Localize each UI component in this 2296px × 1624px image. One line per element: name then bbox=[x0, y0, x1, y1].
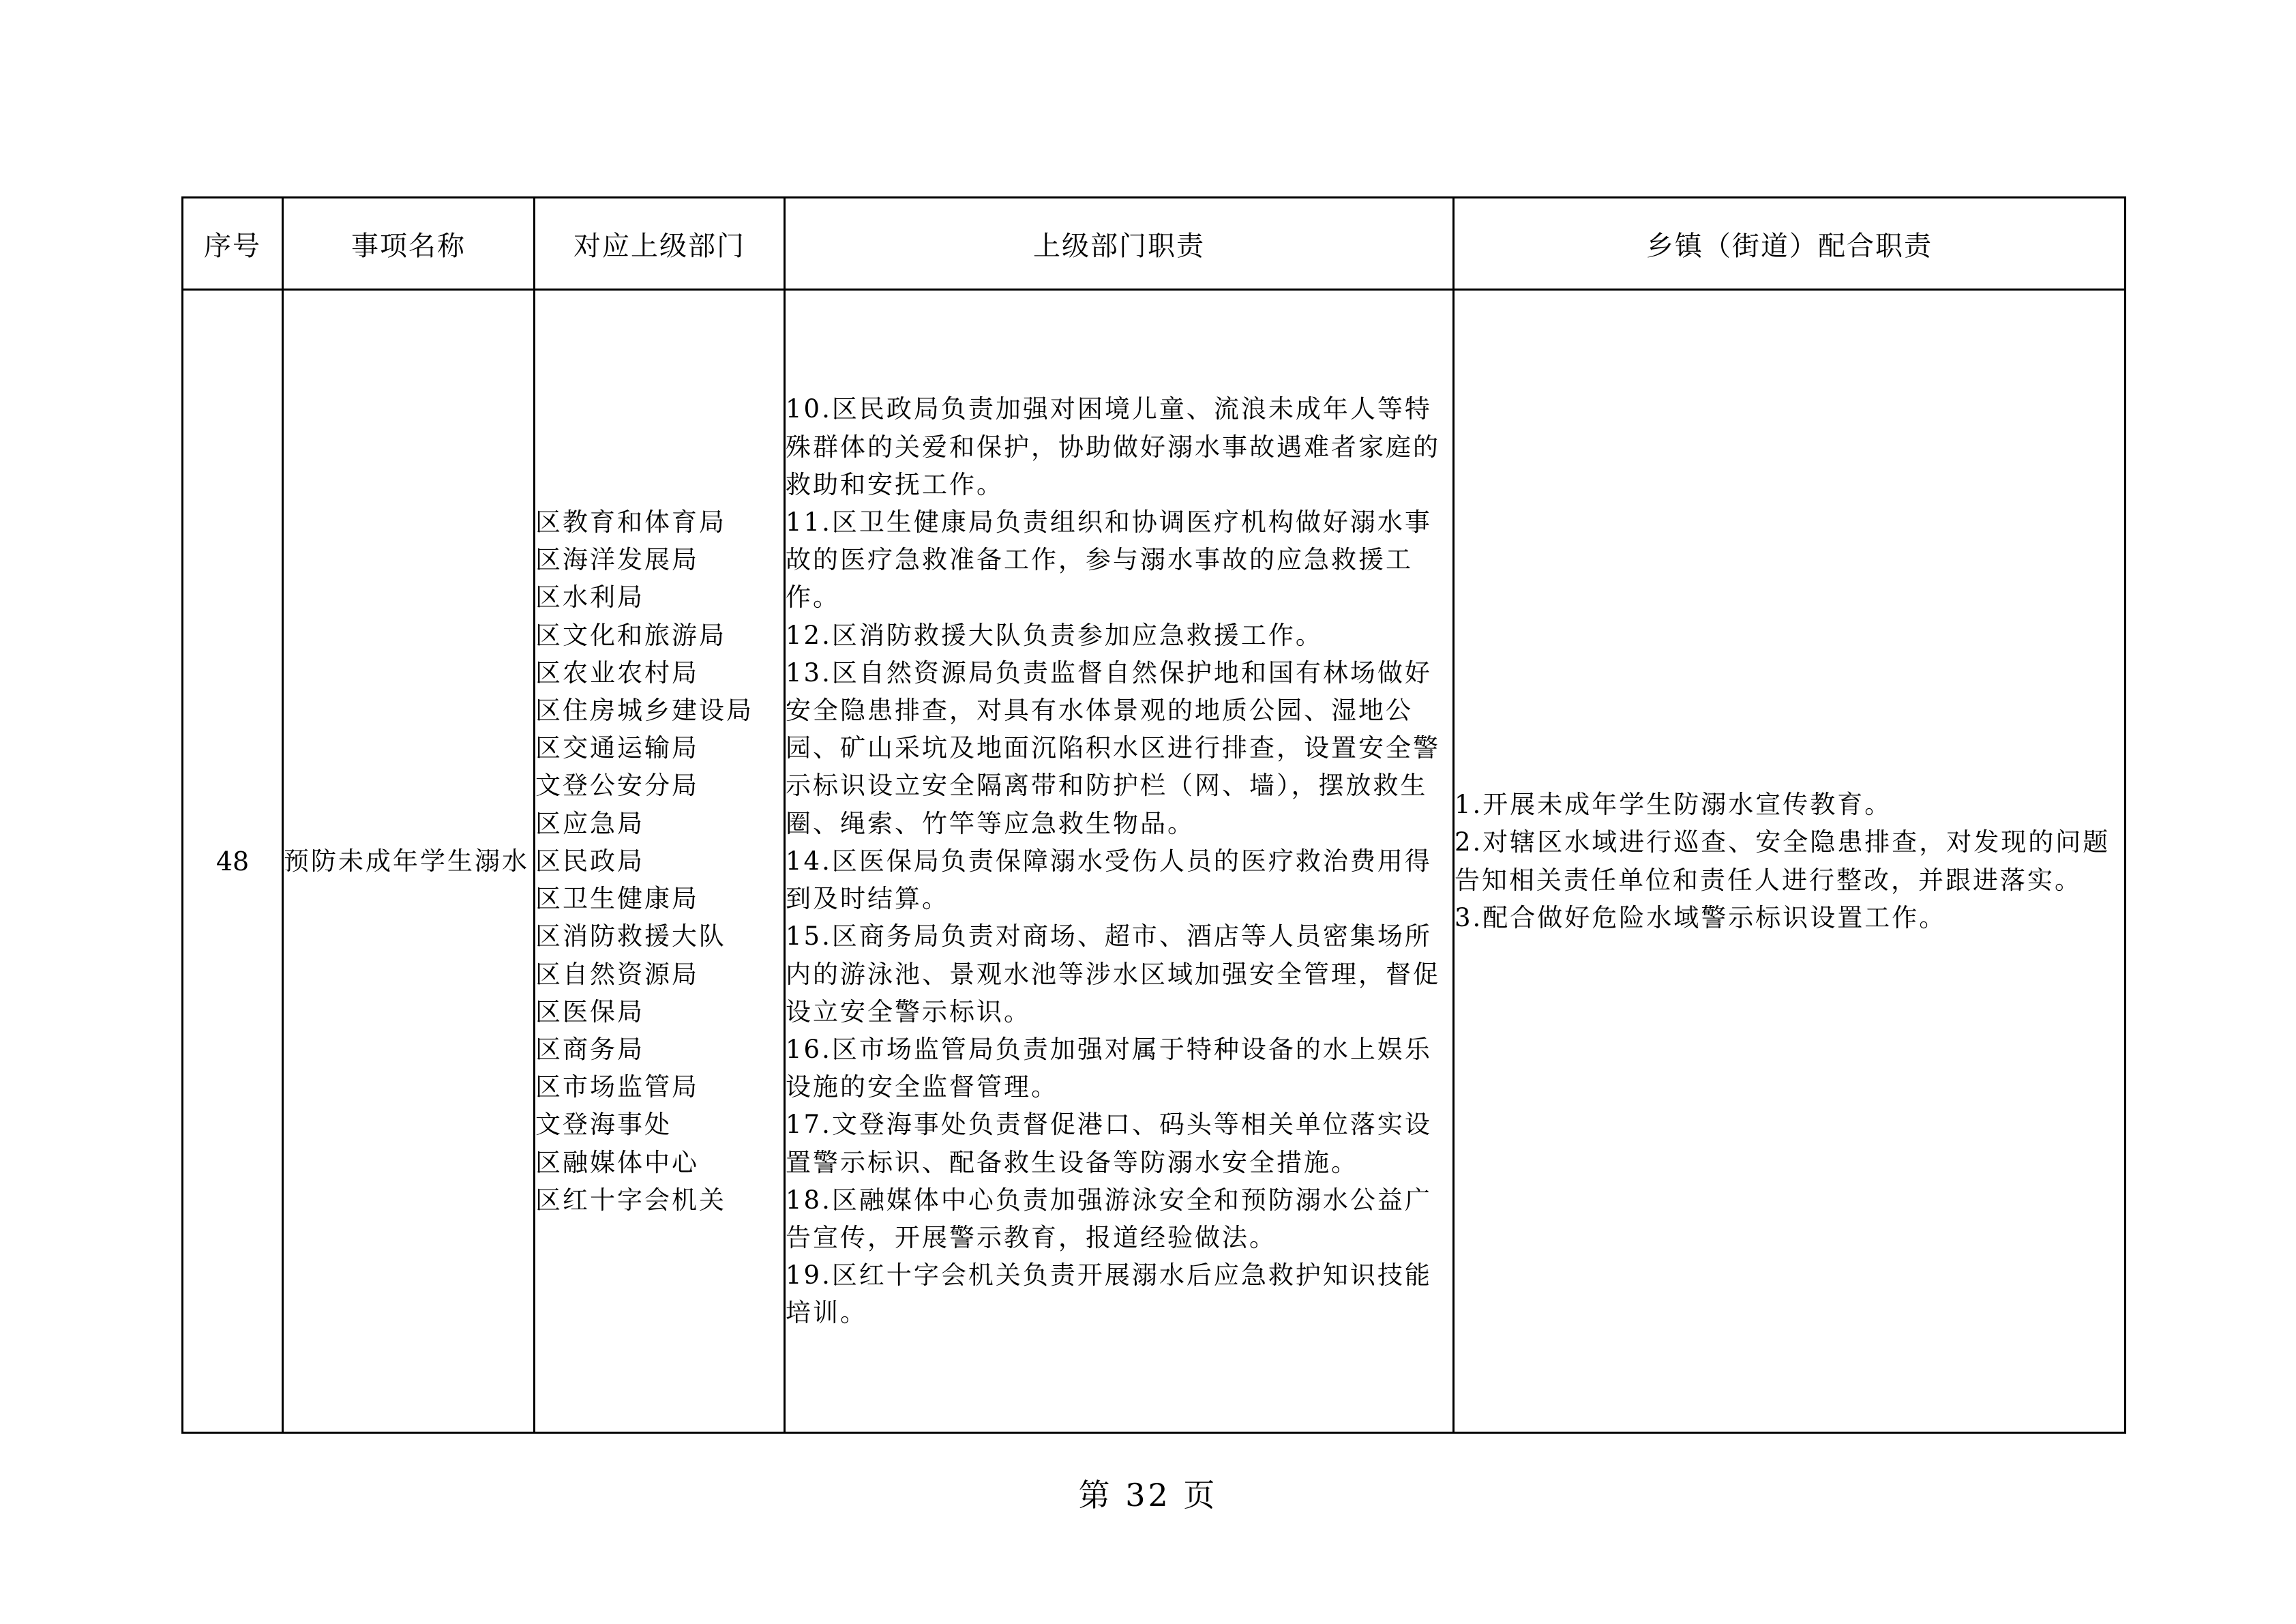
department-item: 区教育和体育局 bbox=[535, 507, 726, 537]
superior-duty-item: 16.区市场监管局负责加强对属于特种设备的水上娱乐设施的安全监督管理。 bbox=[786, 1034, 1432, 1102]
table-row bbox=[183, 290, 2126, 1433]
responsibility-table bbox=[181, 196, 2126, 1434]
superior-duty-item: 10.区民政局负责加强对困境儿童、流浪未成年人等特殊群体的关爱和保护，协助做好溺水事故遇难者家庭的救助和安抚工作。 bbox=[786, 394, 1440, 499]
page-footer bbox=[0, 1471, 2296, 1516]
department-item: 区卫生健康局 bbox=[535, 884, 699, 914]
row-town-duties bbox=[1454, 290, 2126, 1433]
department-item: 区融媒体中心 bbox=[535, 1147, 699, 1177]
footer-suffix: 页 bbox=[1183, 1477, 1218, 1514]
superior-duty-item: 13.区自然资源局负责监督自然保护地和国有林场做好安全隐患排查，对具有水体景观的地质公园、湿地公园、矿山采坑及地面沉陷积水区进行排查，设置安全警示标识设立安全隔离带和防护栏（网、墙），摆放救生圈、绳索、竹竿等应急救生物品。 bbox=[786, 658, 1440, 838]
header-item-name: 事项名称 bbox=[283, 198, 535, 290]
department-item: 区海洋发展局 bbox=[535, 545, 699, 575]
superior-duty-item: 19.区红十字会机关负责开展溺水后应急救护知识技能培训。 bbox=[786, 1260, 1432, 1328]
row-item-name bbox=[283, 290, 535, 1433]
department-item: 文登海事处 bbox=[535, 1110, 672, 1140]
page-number: 32 bbox=[1125, 1477, 1171, 1514]
row-index: 48 bbox=[183, 290, 283, 1433]
superior-duty-item: 14.区医保局负责保障溺水受伤人员的医疗救治费用得到及时结算。 bbox=[786, 846, 1432, 914]
department-item: 区文化和旅游局 bbox=[535, 620, 726, 650]
table-header-row bbox=[183, 198, 2126, 290]
department-item: 区农业农村局 bbox=[535, 658, 699, 688]
department-item: 区水利局 bbox=[535, 582, 644, 612]
department-item: 区医保局 bbox=[535, 996, 644, 1027]
town-duty-item: 3.配合做好危险水域警示标识设置工作。 bbox=[1455, 902, 1947, 932]
department-item: 区民政局 bbox=[535, 846, 644, 876]
superior-duty-item: 15.区商务局负责对商场、超市、酒店等人员密集场所内的游泳池、景观水池等涉水区域加强安全管理，督促设立安全警示标识。 bbox=[786, 921, 1440, 1027]
department-item: 区市场监管局 bbox=[535, 1072, 699, 1102]
department-item: 区红十字会机关 bbox=[535, 1185, 726, 1215]
department-item: 区交通运输局 bbox=[535, 733, 699, 763]
header-town-duty: 乡镇（街道）配合职责 bbox=[1454, 198, 2126, 290]
superior-duty-item: 17.文登海事处负责督促港口、码头等相关单位落实设置警示标识、配备救生设备等防溺水安全措施。 bbox=[786, 1110, 1432, 1177]
row-departments bbox=[535, 290, 785, 1433]
department-item: 区住房城乡建设局 bbox=[535, 696, 754, 726]
superior-duty-item: 18.区融媒体中心负责加强游泳安全和预防溺水公益广告宣传，开展警示教育，报道经验做法。 bbox=[786, 1185, 1432, 1252]
department-item: 区应急局 bbox=[535, 808, 644, 838]
item-name-text: 预防未成年学生溺水 bbox=[284, 846, 529, 876]
superior-duty-item: 11.区卫生健康局负责组织和协调医疗机构做好溺水事故的医疗急救准备工作，参与溺水事故的应急救援工作。 bbox=[786, 507, 1432, 612]
department-item: 区自然资源局 bbox=[535, 959, 699, 989]
row-superior-duties bbox=[785, 290, 1454, 1433]
superior-duty-item: 12.区消防救援大队负责参加应急救援工作。 bbox=[786, 620, 1323, 650]
footer-prefix: 第 bbox=[1078, 1477, 1113, 1514]
town-duty-item: 1.开展未成年学生防溺水宣传教育。 bbox=[1455, 790, 1892, 820]
department-item: 区消防救援大队 bbox=[535, 921, 726, 951]
town-duty-item: 2.对辖区水域进行巡查、安全隐患排查，对发现的问题告知相关责任单位和责任人进行整改，并跟进落实。 bbox=[1455, 827, 2111, 895]
department-item: 文登公安分局 bbox=[535, 771, 699, 801]
header-department: 对应上级部门 bbox=[535, 198, 785, 290]
header-superior-duty: 上级部门职责 bbox=[785, 198, 1454, 290]
department-item: 区商务局 bbox=[535, 1034, 644, 1064]
header-index: 序号 bbox=[183, 198, 283, 290]
